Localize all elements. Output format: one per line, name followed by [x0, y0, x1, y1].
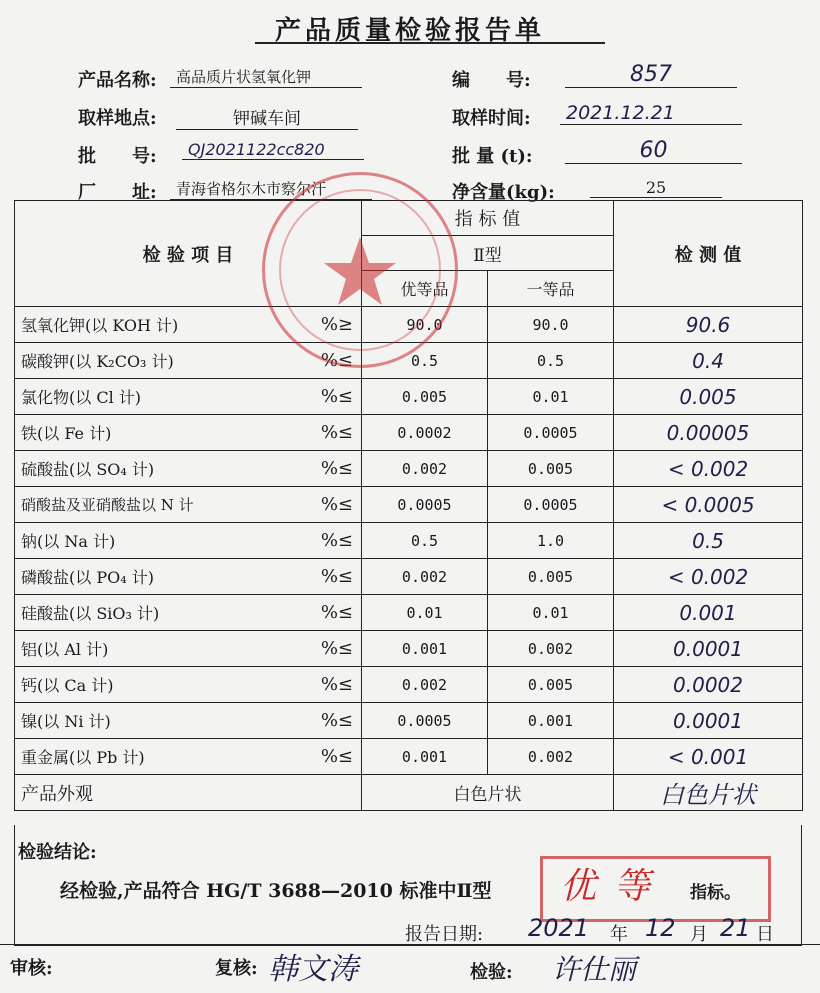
row-measured: 0.005	[614, 379, 803, 415]
row-item: 钠(以 Na 计)	[15, 523, 270, 559]
row-unit: %≤	[270, 631, 362, 667]
row-unit: %≤	[270, 451, 362, 487]
number-label: 编 号:	[452, 70, 531, 91]
inspect-signature: 许仕丽	[552, 953, 637, 986]
row-item: 镍(以 Ni 计)	[15, 703, 270, 739]
row-unit: %≤	[270, 523, 362, 559]
row-item: 氯化物(以 Cl 计)	[15, 379, 270, 415]
row-superior: 0.002	[362, 667, 488, 703]
table-row	[15, 487, 803, 523]
row-unit: %≤	[270, 595, 362, 631]
report-date-label: 报告日期:	[405, 924, 484, 945]
row-superior: 0.0005	[362, 703, 488, 739]
batch-label: 批 号:	[78, 146, 157, 167]
batch-value: QJ2021122cc820	[182, 140, 364, 160]
row-unit: %≤	[270, 559, 362, 595]
title-underline	[255, 42, 605, 44]
row-first: 0.005	[488, 451, 614, 487]
row-unit: %≤	[270, 703, 362, 739]
star-icon	[265, 175, 455, 365]
report-date-year-unit: 年	[610, 924, 628, 945]
report-date-day: 21	[720, 914, 751, 942]
row-unit: %≤	[270, 379, 362, 415]
row-first: 0.5	[488, 343, 614, 379]
table-row	[15, 739, 803, 775]
row-measured: 0.0002	[614, 667, 803, 703]
row-superior: 0.001	[362, 631, 488, 667]
grade-stamp-text: 优等	[560, 866, 669, 907]
row-superior: 0.001	[362, 739, 488, 775]
row-superior: 0.0002	[362, 415, 488, 451]
table-row	[15, 667, 803, 703]
row-first: 0.0005	[488, 415, 614, 451]
row-measured: < 0.001	[614, 739, 803, 775]
row-superior: 90.0	[362, 307, 488, 343]
appearance-measured: 白色片状	[614, 775, 803, 811]
row-item: 硝酸盐及亚硝酸盐以 N 计	[15, 487, 270, 523]
header-spec: 指 标 值	[362, 201, 614, 236]
row-measured: 0.5	[614, 523, 803, 559]
row-superior: 0.002	[362, 559, 488, 595]
row-first: 0.005	[488, 667, 614, 703]
row-measured: 0.4	[614, 343, 803, 379]
table-row	[15, 379, 803, 415]
grade-suffix: 指标。	[690, 883, 741, 903]
sampling-time-label: 取样时间:	[452, 108, 531, 129]
row-measured: 0.00005	[614, 415, 803, 451]
row-measured: < 0.002	[614, 451, 803, 487]
row-superior: 0.0005	[362, 487, 488, 523]
row-unit: %≤	[270, 415, 362, 451]
signature-divider	[0, 944, 820, 945]
row-item: 硅酸盐(以 SiO₃ 计)	[15, 595, 270, 631]
row-first: 0.005	[488, 559, 614, 595]
row-item: 重金属(以 Pb 计)	[15, 739, 270, 775]
row-first: 0.002	[488, 739, 614, 775]
table-row	[15, 451, 803, 487]
row-item: 铁(以 Fe 计)	[15, 415, 270, 451]
batch-qty-label: 批 量 (t):	[452, 146, 533, 167]
conclusion-text: 经检验,产品符合 HG/T 3688—2010 标准中Ⅱ型	[60, 880, 492, 902]
row-first: 0.001	[488, 703, 614, 739]
report-date-year: 2021	[528, 914, 590, 942]
appearance-spec: 白色片状	[362, 775, 614, 811]
report-date-day-unit: 日	[756, 924, 774, 945]
document-title: 产品质量检验报告单	[274, 16, 545, 46]
sampling-location-value: 钾碱车间	[176, 104, 358, 130]
address-label: 厂 址:	[78, 182, 157, 203]
header-item: 检 验 项 目	[15, 201, 362, 307]
table-row	[15, 559, 803, 595]
appearance-label: 产品外观	[15, 775, 362, 811]
row-measured: < 0.002	[614, 559, 803, 595]
row-superior: 0.01	[362, 595, 488, 631]
row-first: 0.002	[488, 631, 614, 667]
header-measured: 检 测 值	[614, 201, 803, 307]
row-unit: %≥	[270, 307, 362, 343]
sampling-location-label: 取样地点:	[78, 108, 157, 129]
header-superior: 优等品	[362, 271, 488, 307]
row-unit: %≤	[270, 667, 362, 703]
row-first: 0.01	[488, 379, 614, 415]
row-item: 磷酸盐(以 PO₄ 计)	[15, 559, 270, 595]
sampling-time-value: 2021.12.21	[560, 102, 742, 125]
table-row	[15, 631, 803, 667]
number-value: 857	[565, 62, 737, 88]
row-first: 90.0	[488, 307, 614, 343]
appearance-row	[15, 775, 803, 811]
review-label: 复核:	[215, 958, 258, 979]
net-content-label: 净含量(kg):	[452, 182, 555, 203]
batch-qty-value: 60	[565, 138, 742, 164]
net-content-value: 25	[590, 178, 722, 198]
review-signature: 韩文涛	[268, 952, 358, 987]
row-first: 0.01	[488, 595, 614, 631]
row-first: 0.0005	[488, 487, 614, 523]
table-row	[15, 703, 803, 739]
report-date-month: 12	[645, 914, 676, 942]
row-measured: 0.0001	[614, 631, 803, 667]
row-item: 硫酸盐(以 SO₄ 计)	[15, 451, 270, 487]
row-item: 铝(以 Al 计)	[15, 631, 270, 667]
row-unit: %≤	[270, 739, 362, 775]
row-unit: %≤	[270, 487, 362, 523]
row-unit: %≤	[270, 343, 362, 379]
address-value: 青海省格尔木市察尔汗	[170, 178, 372, 200]
company-seal	[262, 172, 458, 368]
table-row	[15, 523, 803, 559]
row-measured: 0.001	[614, 595, 803, 631]
row-superior: 0.005	[362, 379, 488, 415]
table-row	[15, 415, 803, 451]
row-superior: 0.5	[362, 343, 488, 379]
audit-label: 审核:	[10, 958, 53, 979]
product-name-label: 产品名称:	[78, 70, 157, 91]
product-name-value: 高品质片状氢氧化钾	[170, 66, 362, 88]
row-item: 碳酸钾(以 K₂CO₃ 计)	[15, 343, 270, 379]
inspect-label: 检验:	[470, 962, 513, 983]
row-measured: 90.6	[614, 307, 803, 343]
row-measured: < 0.0005	[614, 487, 803, 523]
row-item: 氢氧化钾(以 KOH 计)	[15, 307, 270, 343]
row-superior: 0.5	[362, 523, 488, 559]
row-item: 钙(以 Ca 计)	[15, 667, 270, 703]
row-measured: 0.0001	[614, 703, 803, 739]
conclusion-label: 检验结论:	[18, 842, 97, 863]
header-first: 一等品	[488, 271, 614, 307]
row-first: 1.0	[488, 523, 614, 559]
report-date-month-unit: 月	[690, 924, 708, 945]
table-row	[15, 595, 803, 631]
header-type: Ⅱ型	[362, 236, 614, 271]
row-superior: 0.002	[362, 451, 488, 487]
